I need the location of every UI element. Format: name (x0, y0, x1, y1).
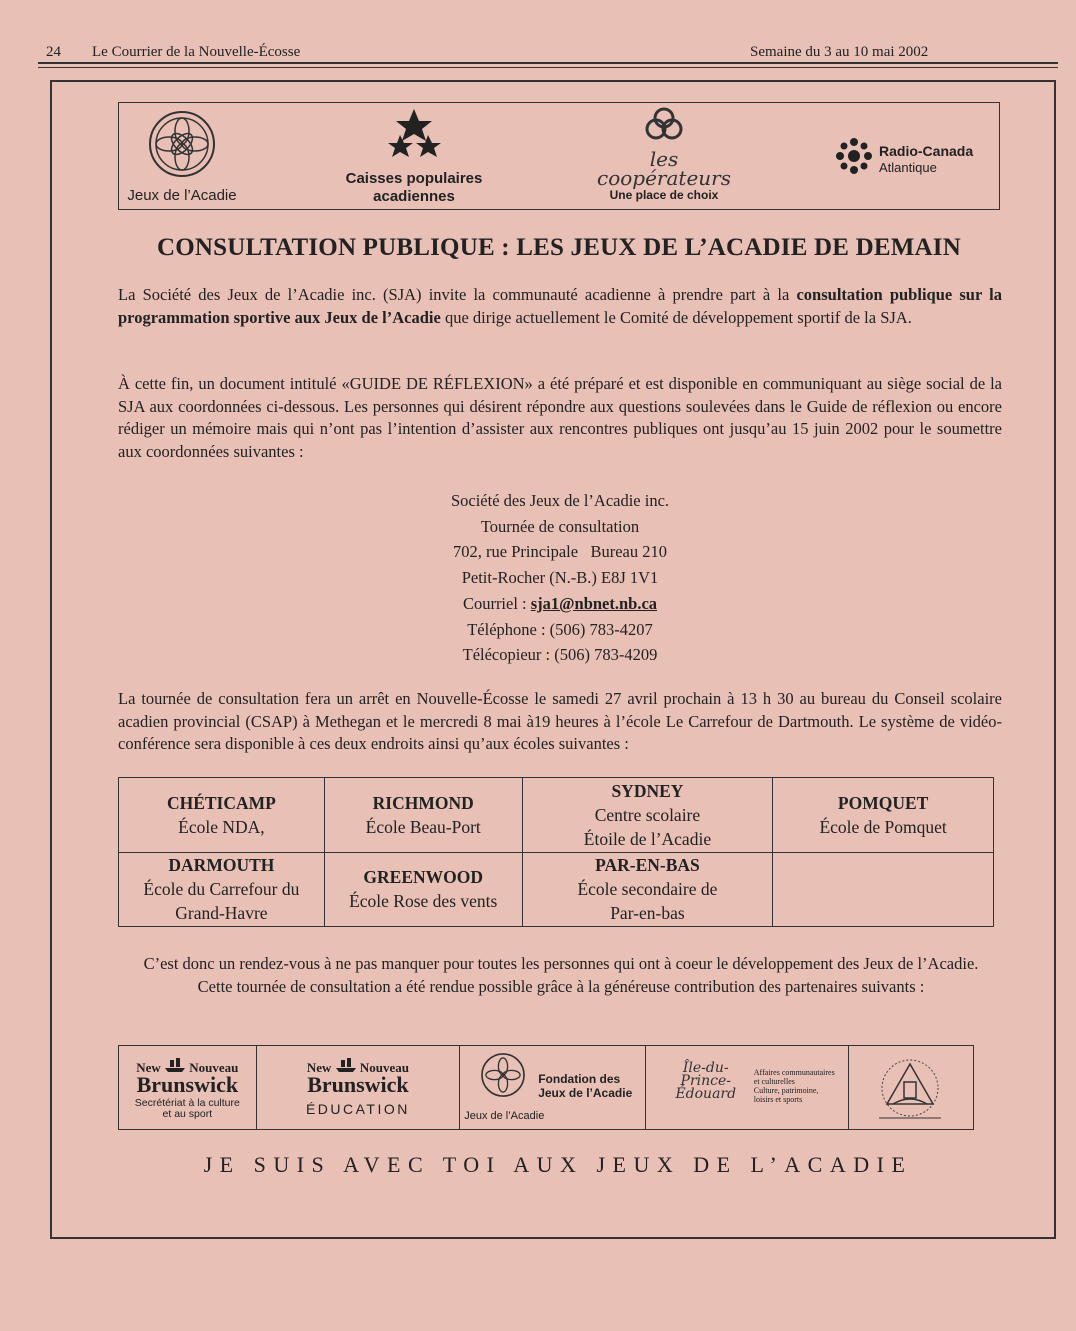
ipe-dept-line1: Affaires communautaires (753, 1068, 835, 1077)
logo-region-crest (849, 1046, 973, 1129)
logo-ipe (646, 1046, 850, 1129)
table-cell (324, 778, 522, 853)
city-name: CHÉTICAMP (166, 792, 276, 813)
radio-canada-name: Radio-Canada (879, 143, 974, 159)
coop-les: les (649, 147, 679, 171)
closing-paragraph: C’est donc un rendez-vous à ne pas manquer pour toutes les personnes qui ont à coeur le développement des Jeux de l’Acadie. Cette tournée de consultation a été rendue possible grâce à la généreuse contribution des partenaires suivants : (143, 954, 979, 996)
ipe-name (660, 1062, 752, 1101)
radio-canada-gem-icon (835, 137, 873, 175)
fax-line: Télécopieur : (506) 783-4209 (462, 645, 658, 665)
school-name: École NDA, (178, 816, 265, 837)
fondation-line2: Jeux de l’Acadie (538, 1086, 633, 1100)
logo-nb-culture (119, 1046, 257, 1129)
email-label: Courriel : (462, 593, 531, 613)
coop-knot-icon (639, 107, 689, 145)
caisses-line1: Caisses populaires (345, 170, 483, 187)
address-line1: Société des Jeux de l’Acadie inc. (450, 491, 670, 510)
table-row (119, 778, 994, 853)
header-rule-thin (38, 67, 1058, 68)
schools-table (118, 777, 994, 927)
city-name: RICHMOND (372, 792, 474, 813)
coop-name: coopérateurs (597, 166, 731, 190)
issue-date: Semaine du 3 au 10 mai 2002 (750, 44, 929, 60)
nb-brunswick: Brunswick (307, 1072, 409, 1097)
logo-fondation-jeux (460, 1046, 646, 1129)
table-cell (119, 852, 325, 927)
address-line2: Tournée de consultation (480, 516, 640, 536)
ipe-line2: Prince- (680, 1073, 731, 1089)
rosette-icon (480, 1052, 526, 1098)
school-name: École Rose des vents (349, 891, 498, 912)
guide-paragraph: À cette fin, un document intitulé «GUIDE DE RÉFLEXION» a été préparé et est disponible en communiquant au siège social de la SJA aux coordonnées ci-dessous. Les personnes qui désirent répondre aux questions soulevées dans le Guide de réflexion ou encore rédiger un mémoire mais qui n’ont pas l’intention d’assister aux rencontres publiques ont jusqu’au 15 juin 2002 pour le soumettre aux coordonnées suivantes : (118, 374, 1002, 461)
city-name: PAR-EN-BAS (595, 855, 700, 876)
table-cell-empty (773, 852, 994, 927)
radio-canada-region: Atlantique (879, 160, 937, 175)
school-name-line2: Étoile de l’Acadie (583, 828, 712, 849)
intro-text-a: La Société des Jeux de l’Acadie inc. (SJA) invite la communauté acadienne à prendre part à la (118, 285, 797, 304)
ipe-department (754, 1068, 835, 1104)
nb-nouveau: Nouveau (189, 1060, 239, 1075)
nb-sub-line2: et au sport (162, 1108, 213, 1120)
table-cell (522, 852, 773, 927)
city-name: DARMOUTH (168, 855, 275, 876)
page-number: 24 (46, 44, 61, 60)
table-cell (119, 778, 325, 853)
ipe-line3: Édouard (675, 1086, 737, 1102)
coop-tagline: Une place de choix (609, 188, 719, 202)
fondation-line1: Fondation des (538, 1072, 621, 1086)
school-name: École Beau-Port (365, 816, 481, 837)
ship-icon (164, 1058, 186, 1072)
crest-icon (871, 1054, 949, 1124)
nb-new: New (136, 1060, 161, 1075)
address-line3: 702, rue Principale Bureau 210 (453, 542, 667, 562)
city-name: SYDNEY (611, 780, 684, 801)
ship-icon (335, 1058, 357, 1072)
nb-culture-sub (119, 1098, 256, 1120)
school-name: École secondaire de (577, 879, 718, 900)
intro-paragraph (118, 284, 1002, 329)
slogan: JE SUIS AVEC TOI AUX JEUX DE L’ACADIE (203, 1152, 913, 1177)
table-row (119, 852, 994, 927)
page-title: CONSULTATION PUBLIQUE : LES JEUX DE L’ACADIE DE DEMAIN (156, 234, 961, 261)
intro-text-bold: consultation publique sur la programmation sportive aux Jeux de l’Acadie (118, 285, 1003, 327)
logo-nb-education (257, 1046, 461, 1129)
partner-logos (118, 1045, 974, 1130)
caisses-line2: acadiennes (373, 188, 455, 205)
phone-line: Téléphone : (506) 783-4207 (467, 619, 653, 639)
nb-nouveau: Nouveau (359, 1060, 410, 1075)
ipe-dept-line4: loisirs et sports (753, 1095, 803, 1104)
jeux-label: Jeux de l’Acadie (464, 1110, 545, 1122)
page-header (38, 44, 1056, 64)
nb-brunswick: Brunswick (136, 1072, 239, 1097)
header-rule (38, 62, 1058, 64)
school-name: École de Pomquet (819, 816, 947, 837)
city-name: POMQUET (837, 792, 929, 813)
nb-sub-line1: Secrétériat à la culture (134, 1097, 240, 1109)
school-name: École du Carrefour du (143, 879, 300, 900)
fondation-name (538, 1072, 632, 1100)
school-name: Centre scolaire (594, 804, 701, 825)
contact-address (300, 488, 820, 668)
jeux-label: Jeux de l’Acadie (127, 187, 237, 204)
table-cell (773, 778, 994, 853)
sponsor-logos (118, 102, 1000, 210)
nb-new: New (306, 1060, 332, 1075)
ipe-dept-line2: et culturelles (753, 1077, 795, 1086)
address-line4: Petit-Rocher (N.-B.) E8J 1V1 (461, 568, 659, 588)
logo-jeux-acadie (127, 109, 237, 205)
email-link[interactable]: sja1@nbnet.nb.ca (530, 593, 658, 613)
school-name-line2: Grand-Havre (175, 903, 268, 924)
email-line (300, 591, 820, 617)
intro-text-c: que dirige actuellement le Comité de développement sportif de la SJA. (440, 307, 912, 327)
logo-cooperateurs (589, 107, 739, 202)
school-name-line2: Par-en-bas (610, 903, 685, 924)
ipe-dept-line3: Culture, patrimoine, (753, 1086, 819, 1095)
publication-name: Le Courrier de la Nouvelle-Écosse (92, 44, 301, 60)
star-icon (384, 107, 444, 165)
tour-paragraph: La tournée de consultation fera un arrêt en Nouvelle-Écosse le samedi 27 avril prochain à 13 h 30 au bureau du Conseil scolaire acadien provincial (CSAP) à Methegan et le mercredi 8 mai à19 heures à l’école Le Carrefour de Dartmouth. Le système de vidéo-conférence sera disponible à ces deux endroits ainsi qu’aux écoles suivantes : (118, 689, 1002, 753)
ipe-line1: Île-du- (682, 1060, 729, 1076)
rosette-icon (147, 109, 217, 179)
table-cell (522, 778, 773, 853)
nb-education-label: ÉDUCATION (305, 1101, 410, 1117)
logo-caisses (329, 107, 499, 206)
city-name: GREENWOOD (363, 867, 484, 888)
table-cell (324, 852, 522, 927)
